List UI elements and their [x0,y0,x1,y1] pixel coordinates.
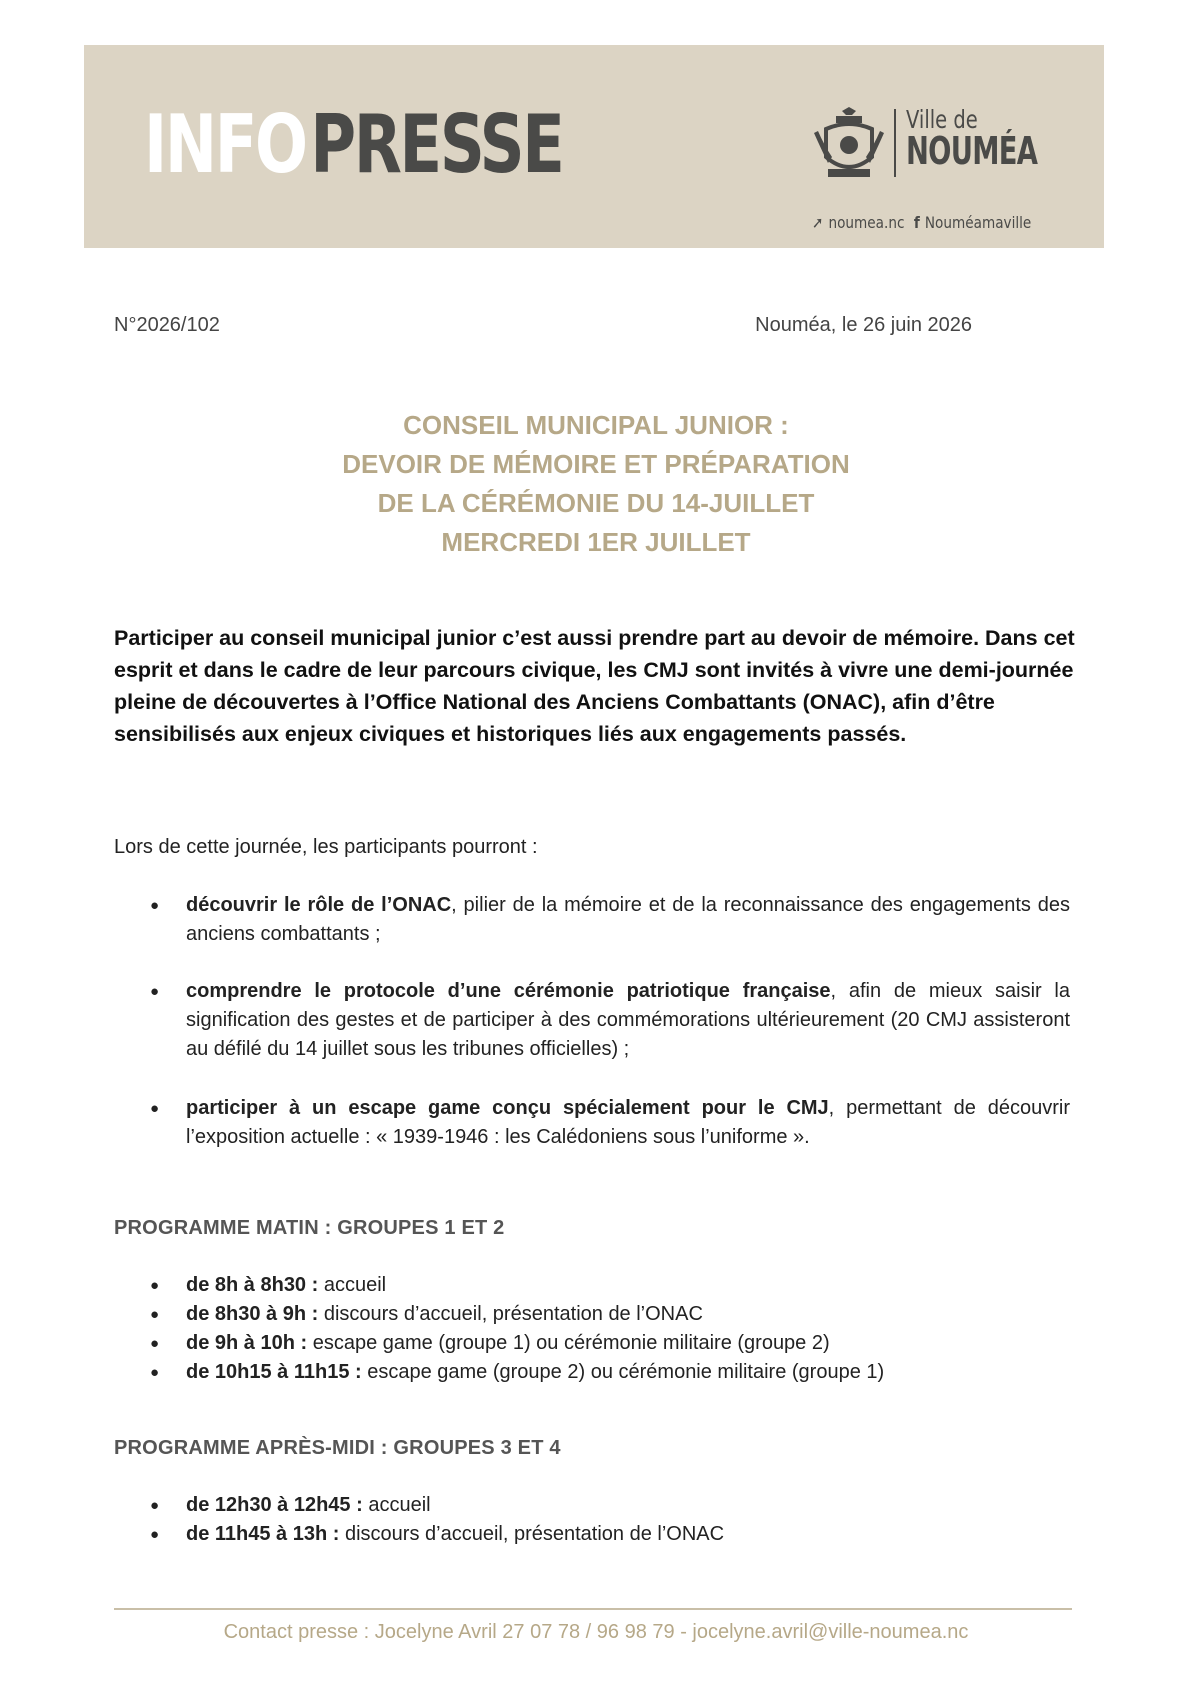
schedule-text: accueil [318,1274,387,1296]
logo-noumea: NOUMÉA [906,129,1038,173]
cursor-arrow-icon: ➚ [812,213,824,232]
list-item [150,1491,1070,1520]
schedule-time: de 9h à 10h : [186,1332,308,1354]
schedule-text: accueil [362,1494,431,1516]
ville-de-noumea-logo [812,105,1052,232]
list-item [150,1094,1070,1152]
list-item [150,1520,1070,1549]
schedule-text: discours d’accueil, présentation de l’ONAC [318,1303,703,1325]
activity-bold: participer à un escape game conçu spécialement pour le CMJ [186,1097,829,1119]
list-item [150,1329,1070,1358]
website-link[interactable]: noumea.nc [828,213,905,232]
programme-apres-midi-heading: PROGRAMME APRÈS-MIDI : GROUPES 3 ET 4 [114,1437,561,1459]
title-line: DEVOIR DE MÉMOIRE ET PRÉPARATION [342,449,850,479]
facebook-icon: f [913,213,920,232]
press-release-date: Nouméa, le 26 juin 2026 [755,314,972,336]
city-coat-of-arms-icon [812,107,886,189]
footer-divider [114,1608,1072,1610]
schedule-text: discours d’accueil, présentation de l’ONAC [339,1523,725,1545]
title-line: CONSEIL MUNICIPAL JUNIOR : [403,410,789,440]
schedule-time: de 10h15 à 11h15 : [186,1361,362,1383]
logo-divider [894,109,896,177]
header-banner [84,45,1104,248]
activity-list [150,891,1070,949]
facebook-link[interactable]: Nouméamaville [924,213,1032,232]
activity-list [150,977,1070,1064]
activity-text: , afin de mieux saisir la signification des gestes et de participer à des commémorations ultérieurement (20 CMJ assisteront au défilé du 14 juillet sous les tribunes officielles) ; [186,980,1071,1060]
logo-links [812,213,1036,232]
list-item [150,891,1070,949]
schedule-text: escape game (groupe 2) ou cérémonie militaire (groupe 1) [361,1361,885,1383]
schedule-time: de 8h30 à 9h : [186,1303,319,1325]
press-release-number: N°2026/102 [114,314,220,336]
brand-word-info: INFO [144,98,306,191]
title-line: DE LA CÉRÉMONIE DU 14-JUILLET [377,488,815,518]
list-item [150,1271,1070,1300]
schedule-text: escape game (groupe 1) ou cérémonie militaire (groupe 2) [307,1332,830,1354]
page-title [0,406,1192,562]
activity-bold: comprendre le protocole d’une cérémonie patriotique française [186,980,831,1002]
schedule-time: de 8h à 8h30 : [186,1274,319,1296]
press-contact: Contact presse : Jocelyne Avril 27 07 78 / 96 98 79 - jocelyne.avril@ville-noumea.nc [223,1621,969,1643]
programme-apres-midi-list [150,1491,1070,1549]
activity-text: , permettant de découvrir l’exposition actuelle : « 1939-1946 : les Calédoniens sous l’uniforme ». [186,1097,1070,1148]
activity-list [150,1094,1070,1152]
activity-text: , pilier de la mémoire et de la reconnaissance des engagements des anciens combattants ; [186,894,1070,945]
title-line: MERCREDI 1ER JUILLET [441,527,751,557]
list-item [150,1300,1070,1329]
list-item [150,1358,1070,1387]
logo-ville-de: Ville de [906,105,978,134]
lead-paragraph: Participer au conseil municipal junior c’est aussi prendre part au devoir de mémoire. Dans cet esprit et dans le cadre de leur parcours civique, les CMJ sont invités à vivre une demi-journée pleine de découvertes à l’Office National des Anciens Combattants (ONAC), afin d’être sensibilisés aux enjeux civiques et historiques liés aux engagements passés. [114,626,1075,746]
brand-word-presse: PRESSE [310,98,563,191]
programme-matin-list [150,1271,1070,1387]
schedule-time: de 12h30 à 12h45 : [186,1494,363,1516]
schedule-time: de 11h45 à 13h : [186,1523,340,1545]
list-item [150,977,1070,1064]
info-presse-title [144,97,563,193]
intro-text: Lors de cette journée, les participants pourront : [114,836,538,858]
programme-matin-heading: PROGRAMME MATIN : GROUPES 1 ET 2 [114,1217,505,1239]
activity-bold: découvrir le rôle de l’ONAC [186,894,452,916]
